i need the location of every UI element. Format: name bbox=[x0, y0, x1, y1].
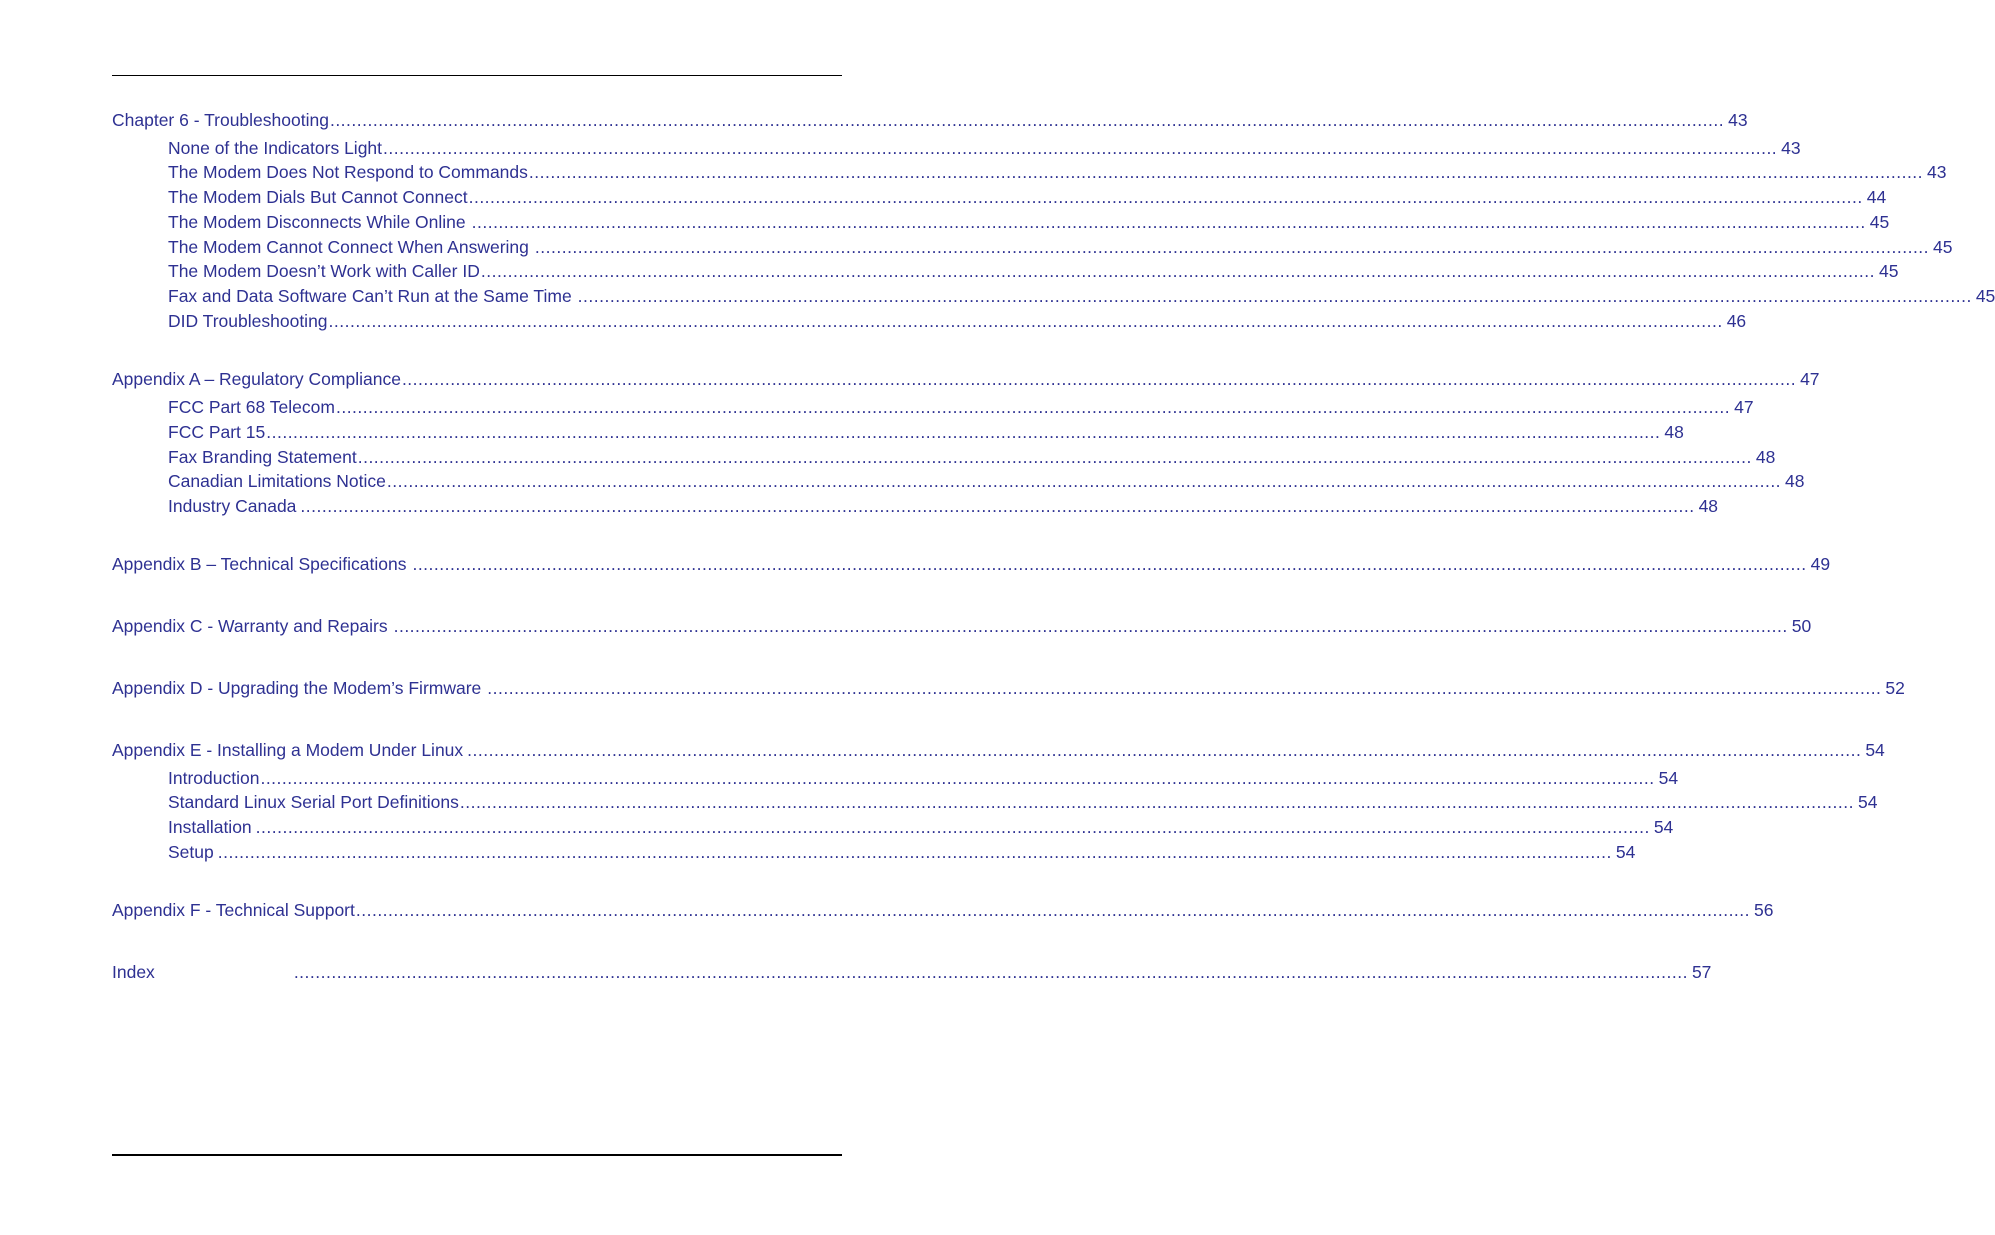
dot-leader: .................................................................................................................................................................................................................................................................... bbox=[386, 471, 1782, 491]
dot-leader: .................................................................................................................................................................................................................................................................... bbox=[393, 616, 1788, 636]
toc-entry-fax-branding[interactable] bbox=[168, 445, 1776, 469]
toc-entry-title: FCC Part 15 bbox=[168, 422, 266, 442]
toc-entry-title: Appendix F - Technical Support bbox=[112, 900, 355, 920]
toc-entry-title: DID Troubleshooting bbox=[168, 311, 328, 331]
toc-entry-caller-id[interactable] bbox=[168, 259, 1899, 283]
toc-entry-disconnects[interactable] bbox=[168, 210, 1890, 234]
toc-entry-title: Setup bbox=[168, 842, 214, 862]
dot-leader: .................................................................................................................................................................................................................................................................... bbox=[217, 842, 1612, 862]
dot-leader: .................................................................................................................................................................................................................................................................... bbox=[260, 768, 1655, 788]
toc-entry-title: Canadian Limitations Notice bbox=[168, 471, 386, 491]
toc-entry-setup[interactable] bbox=[168, 840, 1636, 864]
toc-entry-page: 45 bbox=[1879, 261, 1899, 281]
dot-leader: .................................................................................................................................................................................................................................................................... bbox=[255, 817, 1650, 837]
dot-leader: .................................................................................................................................................................................................................................................................... bbox=[328, 311, 1723, 331]
toc-entry-page: 54 bbox=[1658, 768, 1679, 788]
toc-entry-title: Industry Canada bbox=[168, 496, 297, 516]
toc-entry-title: The Modem Does Not Respond to Commands bbox=[168, 162, 528, 182]
toc-entry-appendix-a[interactable] bbox=[112, 367, 1820, 391]
toc-entry-page: 54 bbox=[1615, 842, 1636, 862]
toc-entry-did[interactable] bbox=[168, 309, 1747, 333]
toc-entry-page: 50 bbox=[1791, 616, 1812, 636]
toc-entry-appendix-d[interactable] bbox=[112, 676, 1905, 700]
toc-entry-title: The Modem Disconnects While Online bbox=[168, 212, 466, 232]
toc-entry-title: The Modem Cannot Connect When Answering bbox=[168, 237, 529, 257]
toc-entry-fcc-68[interactable] bbox=[168, 395, 1754, 419]
toc-entry-page: 48 bbox=[1698, 496, 1719, 516]
dot-leader: .................................................................................................................................................................................................................................................................... bbox=[335, 397, 1731, 417]
toc-entry-fax-data[interactable] bbox=[168, 284, 1995, 308]
toc-entry-page: 45 bbox=[1975, 286, 1995, 306]
dot-leader: .................................................................................................................................................................................................................................................................... bbox=[293, 962, 1688, 982]
toc-entry-title: Appendix D - Upgrading the Modem’s Firmware bbox=[112, 678, 482, 698]
toc-entry-title: The Modem Doesn’t Work with Caller ID bbox=[168, 261, 480, 281]
toc-entry-page: 47 bbox=[1800, 369, 1820, 389]
toc-entry-title: Appendix E - Installing a Modem Under Linux bbox=[112, 740, 464, 760]
dot-leader: .................................................................................................................................................................................................................................................................... bbox=[300, 496, 1695, 516]
toc-entry-title: Index bbox=[112, 962, 155, 982]
toc-entry-serial-ports[interactable] bbox=[168, 790, 1878, 814]
toc-entry-page: 47 bbox=[1734, 397, 1754, 417]
toc-entry-title: Appendix C - Warranty and Repairs bbox=[112, 616, 388, 636]
toc-entry-page: 43 bbox=[1728, 110, 1748, 130]
toc-entry-page: 43 bbox=[1927, 162, 1947, 182]
footer-rule bbox=[112, 1154, 842, 1156]
toc-entry-answering[interactable] bbox=[168, 235, 1953, 259]
dot-leader: .................................................................................................................................................................................................................................................................... bbox=[355, 900, 1751, 920]
toc-entry-title: Appendix B – Technical Specifications bbox=[112, 554, 407, 574]
toc-entry-dials-no-connect[interactable] bbox=[168, 185, 1887, 209]
toc-entry-appendix-c[interactable] bbox=[112, 614, 1812, 638]
dot-leader: .................................................................................................................................................................................................................................................................... bbox=[577, 286, 1972, 306]
header-rule bbox=[112, 75, 842, 76]
toc-entry-page: 57 bbox=[1691, 962, 1712, 982]
dot-leader: .................................................................................................................................................................................................................................................................... bbox=[468, 187, 1863, 207]
toc-entry-title: Installation bbox=[168, 817, 252, 837]
toc-entry-page: 54 bbox=[1865, 740, 1885, 760]
dot-leader: .................................................................................................................................................................................................................................................................... bbox=[480, 261, 1875, 281]
dot-leader: .................................................................................................................................................................................................................................................................... bbox=[412, 554, 1807, 574]
toc-entry-title: Standard Linux Serial Port Definitions bbox=[168, 792, 459, 812]
toc-entry-page: 45 bbox=[1933, 237, 1953, 257]
dot-leader: .................................................................................................................................................................................................................................................................... bbox=[528, 162, 1924, 182]
toc-entry-page: 48 bbox=[1785, 471, 1805, 491]
dot-leader: .................................................................................................................................................................................................................................................................... bbox=[357, 447, 1752, 467]
toc-entry-title: Fax and Data Software Can’t Run at the Same Time bbox=[168, 286, 572, 306]
toc-entry-no-respond[interactable] bbox=[168, 160, 1947, 184]
dot-leader: .................................................................................................................................................................................................................................................................... bbox=[459, 792, 1854, 812]
dot-leader: .................................................................................................................................................................................................................................................................... bbox=[471, 212, 1866, 232]
dot-leader: .................................................................................................................................................................................................................................................................... bbox=[266, 422, 1661, 442]
toc-entry-page: 46 bbox=[1726, 311, 1747, 331]
toc-entry-industry-canada[interactable] bbox=[168, 494, 1719, 518]
toc-entry-page: 43 bbox=[1781, 138, 1801, 158]
toc-entry-page: 48 bbox=[1755, 447, 1776, 467]
toc-entry-page: 44 bbox=[1866, 187, 1887, 207]
toc-entry-chapter-6[interactable] bbox=[112, 108, 1748, 132]
toc-entry-page: 48 bbox=[1664, 422, 1684, 442]
toc-entry-installation[interactable] bbox=[168, 815, 1674, 839]
toc-entry-introduction[interactable] bbox=[168, 766, 1679, 790]
toc-entry-title: The Modem Dials But Cannot Connect bbox=[168, 187, 468, 207]
toc-entry-title: Appendix A – Regulatory Compliance bbox=[112, 369, 401, 389]
dot-leader: .................................................................................................................................................................................................................................................................... bbox=[487, 678, 1882, 698]
toc-entry-indicators[interactable] bbox=[168, 136, 1801, 160]
toc-entry-title: Chapter 6 - Troubleshooting bbox=[112, 110, 329, 130]
toc-entry-page: 45 bbox=[1869, 212, 1890, 232]
toc-entry-page: 54 bbox=[1858, 792, 1878, 812]
toc-entry-canadian[interactable] bbox=[168, 469, 1805, 493]
dot-leader: .................................................................................................................................................................................................................................................................... bbox=[383, 138, 1778, 158]
toc-entry-title: Fax Branding Statement bbox=[168, 447, 357, 467]
toc-entry-title: Introduction bbox=[168, 768, 260, 788]
toc-entry-appendix-e[interactable] bbox=[112, 738, 1885, 762]
toc-entry-fcc-15[interactable] bbox=[168, 420, 1684, 444]
dot-leader: .................................................................................................................................................................................................................................................................... bbox=[329, 110, 1725, 130]
dot-leader: .................................................................................................................................................................................................................................................................... bbox=[467, 740, 1862, 760]
toc-entry-page: 54 bbox=[1653, 817, 1674, 837]
dot-leader: .................................................................................................................................................................................................................................................................... bbox=[401, 369, 1797, 389]
toc-entry-appendix-f[interactable] bbox=[112, 898, 1774, 922]
toc-entry-title: None of the Indicators Light bbox=[168, 138, 383, 158]
toc-entry-page: 52 bbox=[1885, 678, 1905, 698]
toc-entry-index[interactable] bbox=[112, 960, 1712, 984]
toc-entry-page: 56 bbox=[1754, 900, 1774, 920]
toc-entry-title: FCC Part 68 Telecom bbox=[168, 397, 335, 417]
dot-leader: .................................................................................................................................................................................................................................................................... bbox=[534, 237, 1930, 257]
toc-entry-page: 49 bbox=[1810, 554, 1831, 574]
toc-entry-appendix-b[interactable] bbox=[112, 552, 1831, 576]
